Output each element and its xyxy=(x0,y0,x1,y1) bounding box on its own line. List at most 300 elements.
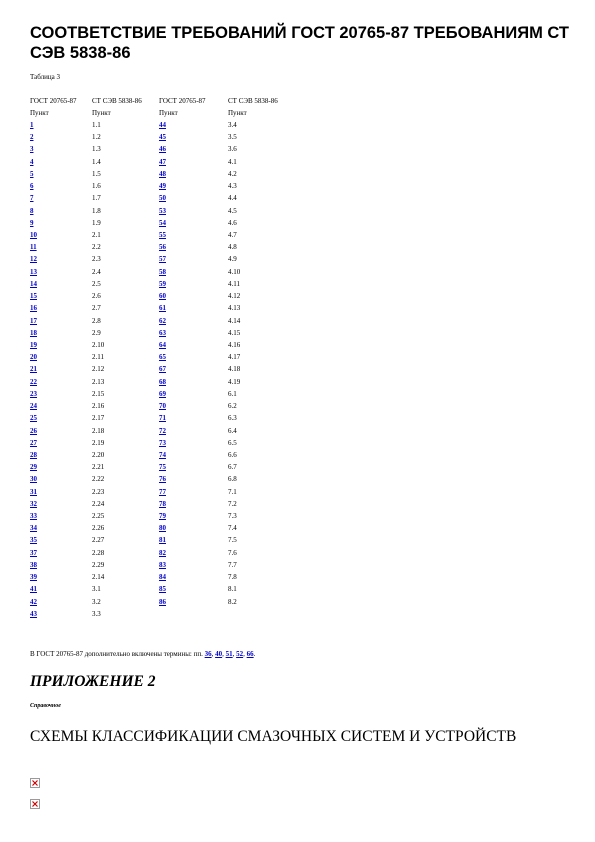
clause-number-cell xyxy=(92,278,159,290)
clause-number-cell xyxy=(159,254,228,266)
clause-number-cell xyxy=(159,437,228,449)
clause-link[interactable]: 39 xyxy=(30,573,37,582)
clause-number: 2.13 xyxy=(92,377,105,386)
clause-link[interactable]: 35 xyxy=(30,536,37,545)
clause-link[interactable]: 26 xyxy=(30,426,37,435)
clause-number: 4.14 xyxy=(228,316,241,325)
clause-number: 4.7 xyxy=(228,231,237,240)
clause-link[interactable]: 50 xyxy=(159,194,166,203)
clause-number: 3.3 xyxy=(92,609,101,618)
clause-link[interactable]: 34 xyxy=(30,524,37,533)
clause-link[interactable]: 59 xyxy=(159,279,166,288)
clause-number-cell xyxy=(30,584,92,596)
column-header: СТ СЭВ 5838-86 xyxy=(92,96,142,105)
table-caption: Таблица 3 xyxy=(30,73,60,81)
clause-number: 2.14 xyxy=(92,573,105,582)
table-row xyxy=(30,193,298,205)
clause-link[interactable]: 57 xyxy=(159,255,166,264)
clause-link[interactable]: 11 xyxy=(30,243,37,252)
clause-number-cell xyxy=(92,364,159,376)
clause-link[interactable]: 21 xyxy=(30,365,37,374)
clause-number-cell xyxy=(92,510,159,522)
clause-number: 3.6 xyxy=(228,145,237,154)
clause-number: 1.6 xyxy=(92,182,101,191)
clause-number-cell xyxy=(30,413,92,425)
clause-number-cell xyxy=(228,510,298,522)
clause-number-cell xyxy=(228,291,298,303)
clause-link[interactable]: 31 xyxy=(30,487,37,496)
clause-number-cell xyxy=(30,205,92,217)
clause-number: 1.7 xyxy=(92,194,101,203)
table-row xyxy=(30,278,298,290)
clause-number-cell xyxy=(92,339,159,351)
clause-number-cell xyxy=(30,376,92,388)
table-row xyxy=(30,205,298,217)
clause-link[interactable]: 3 xyxy=(30,145,34,154)
clause-link[interactable]: 69 xyxy=(159,389,166,398)
clause-number: 7.3 xyxy=(228,512,237,521)
clause-link[interactable]: 38 xyxy=(30,560,37,569)
clause-link[interactable]: 81 xyxy=(159,536,166,545)
clause-number-cell xyxy=(30,547,92,559)
clause-link[interactable]: 30 xyxy=(30,475,37,484)
column-subheader-cell xyxy=(92,107,159,119)
column-subheader: Пункт xyxy=(92,108,111,117)
clause-number-cell xyxy=(92,193,159,205)
clause-link[interactable]: 54 xyxy=(159,218,166,227)
clause-link[interactable]: 74 xyxy=(159,450,166,459)
clause-number: 2.1 xyxy=(92,231,101,240)
table-row xyxy=(30,437,298,449)
clause-link[interactable]: 29 xyxy=(30,463,37,472)
broken-image-icon xyxy=(30,799,40,809)
clause-number-cell xyxy=(228,315,298,327)
clause-number-cell xyxy=(30,144,92,156)
clause-number-cell xyxy=(92,547,159,559)
clause-number-cell xyxy=(159,339,228,351)
clause-number: 2.9 xyxy=(92,328,101,337)
clause-number-cell xyxy=(92,425,159,437)
table-row xyxy=(30,449,298,461)
clause-number: 2.28 xyxy=(92,548,105,557)
clause-link[interactable]: 72 xyxy=(159,426,166,435)
clause-number-cell xyxy=(228,132,298,144)
table-row xyxy=(30,376,298,388)
clause-number: 6.1 xyxy=(228,389,237,398)
clause-number-cell xyxy=(30,559,92,571)
column-header-cell xyxy=(30,95,92,107)
clause-link[interactable]: 7 xyxy=(30,194,34,203)
table-row xyxy=(30,425,298,437)
table-row xyxy=(30,291,298,303)
clause-number-cell xyxy=(159,144,228,156)
clause-number: 2.17 xyxy=(92,414,105,423)
clause-link[interactable]: 37 xyxy=(30,548,37,557)
clause-number-cell xyxy=(228,327,298,339)
clause-link[interactable]: 18 xyxy=(30,328,37,337)
clause-number: 4.17 xyxy=(228,353,241,362)
clause-number-cell xyxy=(228,559,298,571)
clause-number-cell xyxy=(159,608,228,620)
clause-number-cell xyxy=(228,156,298,168)
table-row xyxy=(30,462,298,474)
clause-number-cell xyxy=(92,144,159,156)
column-header: ГОСТ 20765-87 xyxy=(159,96,206,105)
clause-number-cell xyxy=(159,303,228,315)
clause-link[interactable]: 43 xyxy=(30,609,37,618)
table-row xyxy=(30,400,298,412)
clause-link[interactable]: 16 xyxy=(30,304,37,313)
clause-link[interactable]: 12 xyxy=(30,255,37,264)
table-row xyxy=(30,217,298,229)
clause-number-cell xyxy=(228,339,298,351)
clause-number: 2.5 xyxy=(92,279,101,288)
column-header-cell xyxy=(228,95,298,107)
clause-number-cell xyxy=(30,291,92,303)
clause-number: 2.10 xyxy=(92,340,105,349)
clause-number: 7.7 xyxy=(228,560,237,569)
table-row xyxy=(30,303,298,315)
clause-link[interactable]: 58 xyxy=(159,267,166,276)
clause-number: 8.1 xyxy=(228,585,237,594)
clause-link[interactable]: 44 xyxy=(159,121,166,130)
clause-link[interactable]: 56 xyxy=(159,243,166,252)
clause-number-cell xyxy=(159,327,228,339)
clause-number-cell xyxy=(30,535,92,547)
clause-number-cell xyxy=(30,168,92,180)
clause-link[interactable]: 48 xyxy=(159,169,166,178)
clause-link[interactable]: 63 xyxy=(159,328,166,337)
clause-number-cell xyxy=(159,205,228,217)
table-row xyxy=(30,144,298,156)
clause-link[interactable]: 1 xyxy=(30,121,34,130)
clause-number-cell xyxy=(92,254,159,266)
table-row xyxy=(30,339,298,351)
clause-number-cell xyxy=(30,498,92,510)
clause-link[interactable]: 22 xyxy=(30,377,37,386)
table-row xyxy=(30,168,298,180)
clause-link[interactable]: 25 xyxy=(30,414,37,423)
clause-number-cell xyxy=(159,596,228,608)
clause-number-cell xyxy=(92,217,159,229)
clause-number-cell xyxy=(30,364,92,376)
table-row xyxy=(30,315,298,327)
clause-number: 4.19 xyxy=(228,377,241,386)
clause-link[interactable]: 71 xyxy=(159,414,166,423)
clause-number-cell xyxy=(159,449,228,461)
clause-link[interactable]: 75 xyxy=(159,463,166,472)
clause-number-cell xyxy=(228,303,298,315)
clause-number-cell xyxy=(159,229,228,241)
clause-link[interactable]: 8 xyxy=(30,206,34,215)
table-row xyxy=(30,181,298,193)
clause-link[interactable]: 80 xyxy=(159,524,166,533)
clause-number: 2.8 xyxy=(92,316,101,325)
clause-link[interactable]: 86 xyxy=(159,597,166,606)
table-header-row xyxy=(30,95,298,107)
clause-number-cell xyxy=(159,181,228,193)
note-text: В ГОСТ 20765-87 дополнительно включены термины: пп. xyxy=(30,650,203,658)
table-row xyxy=(30,266,298,278)
clause-number-cell xyxy=(159,132,228,144)
clause-number-cell xyxy=(159,388,228,400)
clause-number: 4.8 xyxy=(228,243,237,252)
clause-number-cell xyxy=(92,486,159,498)
clause-number: 4.9 xyxy=(228,255,237,264)
clause-number: 2.7 xyxy=(92,304,101,313)
clause-number: 2.26 xyxy=(92,524,105,533)
clause-number-cell xyxy=(228,523,298,535)
clause-link[interactable]: 32 xyxy=(30,499,37,508)
clause-number: 2.12 xyxy=(92,365,105,374)
clause-link[interactable]: 28 xyxy=(30,450,37,459)
clause-number-cell xyxy=(228,364,298,376)
clause-number-cell xyxy=(159,193,228,205)
clause-number: 1.2 xyxy=(92,133,101,142)
table-row xyxy=(30,547,298,559)
clause-number: 2.25 xyxy=(92,512,105,521)
clause-link[interactable]: 4 xyxy=(30,157,34,166)
clause-number-cell xyxy=(228,584,298,596)
clause-number-cell xyxy=(228,474,298,486)
clause-link[interactable]: 62 xyxy=(159,316,166,325)
clause-link[interactable]: 73 xyxy=(159,438,166,447)
clause-number-cell xyxy=(30,156,92,168)
clause-link[interactable]: 17 xyxy=(30,316,37,325)
clause-link[interactable]: 20 xyxy=(30,353,37,362)
clause-number-cell xyxy=(228,413,298,425)
column-subheader-cell xyxy=(228,107,298,119)
clause-link[interactable]: 65 xyxy=(159,353,166,362)
clause-number: 1.3 xyxy=(92,145,101,154)
clause-link[interactable]: 85 xyxy=(159,585,166,594)
column-subheader-cell xyxy=(159,107,228,119)
table-row xyxy=(30,559,298,571)
clause-number-cell xyxy=(228,278,298,290)
note-clause-link[interactable]: 40 xyxy=(215,650,223,658)
clause-number-cell xyxy=(92,437,159,449)
clause-number: 2.29 xyxy=(92,560,105,569)
note-links: 36, 40, 51, 52, 66. xyxy=(204,650,256,658)
note-clause-link[interactable]: 51 xyxy=(225,650,233,658)
clause-number-cell xyxy=(228,266,298,278)
clause-number: 2.11 xyxy=(92,353,104,362)
clause-number-cell xyxy=(228,205,298,217)
clause-link[interactable]: 67 xyxy=(159,365,166,374)
clause-number-cell xyxy=(228,376,298,388)
table-row xyxy=(30,327,298,339)
clause-number-cell xyxy=(228,242,298,254)
clause-number: 2.4 xyxy=(92,267,101,276)
clause-number: 4.10 xyxy=(228,267,241,276)
clause-number-cell xyxy=(228,547,298,559)
clause-number-cell xyxy=(159,278,228,290)
clause-number: 2.6 xyxy=(92,292,101,301)
clause-link[interactable]: 70 xyxy=(159,402,166,411)
table-row xyxy=(30,523,298,535)
clause-link[interactable]: 6 xyxy=(30,182,34,191)
clause-number-cell xyxy=(159,547,228,559)
clause-link[interactable]: 55 xyxy=(159,231,166,240)
clause-link[interactable]: 5 xyxy=(30,169,34,178)
clause-link[interactable]: 23 xyxy=(30,389,37,398)
clause-number-cell xyxy=(30,352,92,364)
clause-number-cell xyxy=(228,498,298,510)
column-subheader-cell xyxy=(30,107,92,119)
clause-number: 6.8 xyxy=(228,475,237,484)
clause-link[interactable]: 61 xyxy=(159,304,166,313)
clause-number-cell xyxy=(228,352,298,364)
clause-number: 1.1 xyxy=(92,121,101,130)
clause-number-cell xyxy=(159,156,228,168)
note-clause-link[interactable]: 36 xyxy=(204,650,212,658)
clause-number-cell xyxy=(92,535,159,547)
clause-number-cell xyxy=(92,168,159,180)
clause-number-cell xyxy=(228,572,298,584)
clause-number-cell xyxy=(228,535,298,547)
clause-number-cell xyxy=(92,523,159,535)
column-subheader: Пункт xyxy=(228,108,247,117)
clause-number-cell xyxy=(92,291,159,303)
clause-link[interactable]: 9 xyxy=(30,218,34,227)
clause-number-cell xyxy=(159,376,228,388)
clause-number: 7.6 xyxy=(228,548,237,557)
clause-number: 7.5 xyxy=(228,536,237,545)
clause-link[interactable]: 41 xyxy=(30,585,37,594)
clause-number-cell xyxy=(30,193,92,205)
clause-link[interactable]: 84 xyxy=(159,573,166,582)
clause-number-cell xyxy=(159,425,228,437)
clause-number-cell xyxy=(159,474,228,486)
clause-number-cell xyxy=(159,498,228,510)
clause-number-cell xyxy=(159,315,228,327)
clause-number-cell xyxy=(159,266,228,278)
note-clause-link[interactable]: 52 xyxy=(236,650,244,658)
clause-number: 6.4 xyxy=(228,426,237,435)
table-row xyxy=(30,364,298,376)
column-header-cell xyxy=(92,95,159,107)
clause-number: 4.12 xyxy=(228,292,241,301)
clause-link[interactable]: 83 xyxy=(159,560,166,569)
clause-number-cell xyxy=(30,242,92,254)
table-row xyxy=(30,486,298,498)
clause-number-cell xyxy=(159,535,228,547)
clause-number: 4.6 xyxy=(228,218,237,227)
clause-number-cell xyxy=(159,364,228,376)
clause-number-cell xyxy=(30,425,92,437)
clause-number-cell xyxy=(30,229,92,241)
table-subheader-row xyxy=(30,107,298,119)
clause-link[interactable]: 45 xyxy=(159,133,166,142)
clause-link[interactable]: 19 xyxy=(30,340,37,349)
clause-number-cell xyxy=(92,376,159,388)
clause-number-cell xyxy=(159,217,228,229)
clause-number: 2.19 xyxy=(92,438,105,447)
clause-link[interactable]: 49 xyxy=(159,182,166,191)
clause-number-cell xyxy=(92,400,159,412)
clause-link[interactable]: 13 xyxy=(30,267,37,276)
clause-number-cell xyxy=(228,486,298,498)
table-row xyxy=(30,608,298,620)
clause-link[interactable]: 27 xyxy=(30,438,37,447)
clause-number: 4.16 xyxy=(228,340,241,349)
clause-number-cell xyxy=(30,315,92,327)
clause-number-cell xyxy=(228,400,298,412)
clause-number-cell xyxy=(92,132,159,144)
clause-number: 2.16 xyxy=(92,402,105,411)
column-subheader: Пункт xyxy=(30,108,49,117)
clause-number-cell xyxy=(228,217,298,229)
clause-number: 7.4 xyxy=(228,524,237,533)
note-clause-link[interactable]: 66 xyxy=(246,650,254,658)
clause-link[interactable]: 2 xyxy=(30,133,34,142)
clause-link[interactable]: 46 xyxy=(159,145,166,154)
clause-number: 6.5 xyxy=(228,438,237,447)
clause-link[interactable]: 53 xyxy=(159,206,166,215)
clause-number: 6.3 xyxy=(228,414,237,423)
clause-link[interactable]: 24 xyxy=(30,402,37,411)
clause-number-cell xyxy=(92,474,159,486)
clause-number-cell xyxy=(30,608,92,620)
clause-link[interactable]: 82 xyxy=(159,548,166,557)
clause-number-cell xyxy=(159,523,228,535)
clause-link[interactable]: 33 xyxy=(30,512,37,521)
clause-number-cell xyxy=(92,596,159,608)
column-subheader: Пункт xyxy=(159,108,178,117)
clause-number-cell xyxy=(30,278,92,290)
clause-number-cell xyxy=(159,510,228,522)
clause-number-cell xyxy=(228,388,298,400)
clause-link[interactable]: 47 xyxy=(159,157,166,166)
clause-link[interactable]: 68 xyxy=(159,377,166,386)
clause-number: 1.4 xyxy=(92,157,101,166)
clause-number-cell xyxy=(228,193,298,205)
clause-number-cell xyxy=(228,119,298,131)
page-title: СООТВЕТСТВИЕ ТРЕБОВАНИЙ ГОСТ 20765-87 ТРЕБОВАНИЯМ СТ СЭВ 5838-86 xyxy=(30,24,570,62)
clause-number-cell xyxy=(92,572,159,584)
clause-link[interactable]: 10 xyxy=(30,231,37,240)
clause-number-cell xyxy=(159,400,228,412)
clause-number-cell xyxy=(228,449,298,461)
clause-number-cell xyxy=(228,608,298,620)
clause-number-cell xyxy=(92,462,159,474)
clause-link[interactable]: 14 xyxy=(30,279,37,288)
clause-link[interactable]: 64 xyxy=(159,340,166,349)
clause-link[interactable]: 60 xyxy=(159,292,166,301)
clause-number-cell xyxy=(92,315,159,327)
clause-number-cell xyxy=(92,388,159,400)
clause-link[interactable]: 77 xyxy=(159,487,166,496)
clause-number-cell xyxy=(30,217,92,229)
clause-number: 2.21 xyxy=(92,463,105,472)
clause-number: 4.5 xyxy=(228,206,237,215)
clause-number-cell xyxy=(92,229,159,241)
clause-number-cell xyxy=(228,596,298,608)
clause-number-cell xyxy=(159,462,228,474)
clause-number-cell xyxy=(92,584,159,596)
clause-number-cell xyxy=(30,181,92,193)
clause-number: 4.2 xyxy=(228,169,237,178)
table-row xyxy=(30,510,298,522)
clause-link[interactable]: 76 xyxy=(159,475,166,484)
clause-link[interactable]: 42 xyxy=(30,597,37,606)
clause-link[interactable]: 15 xyxy=(30,292,37,301)
clause-number: 4.1 xyxy=(228,157,237,166)
clause-link[interactable]: 78 xyxy=(159,499,166,508)
table-row xyxy=(30,254,298,266)
table-row xyxy=(30,242,298,254)
clause-link[interactable]: 79 xyxy=(159,512,166,521)
